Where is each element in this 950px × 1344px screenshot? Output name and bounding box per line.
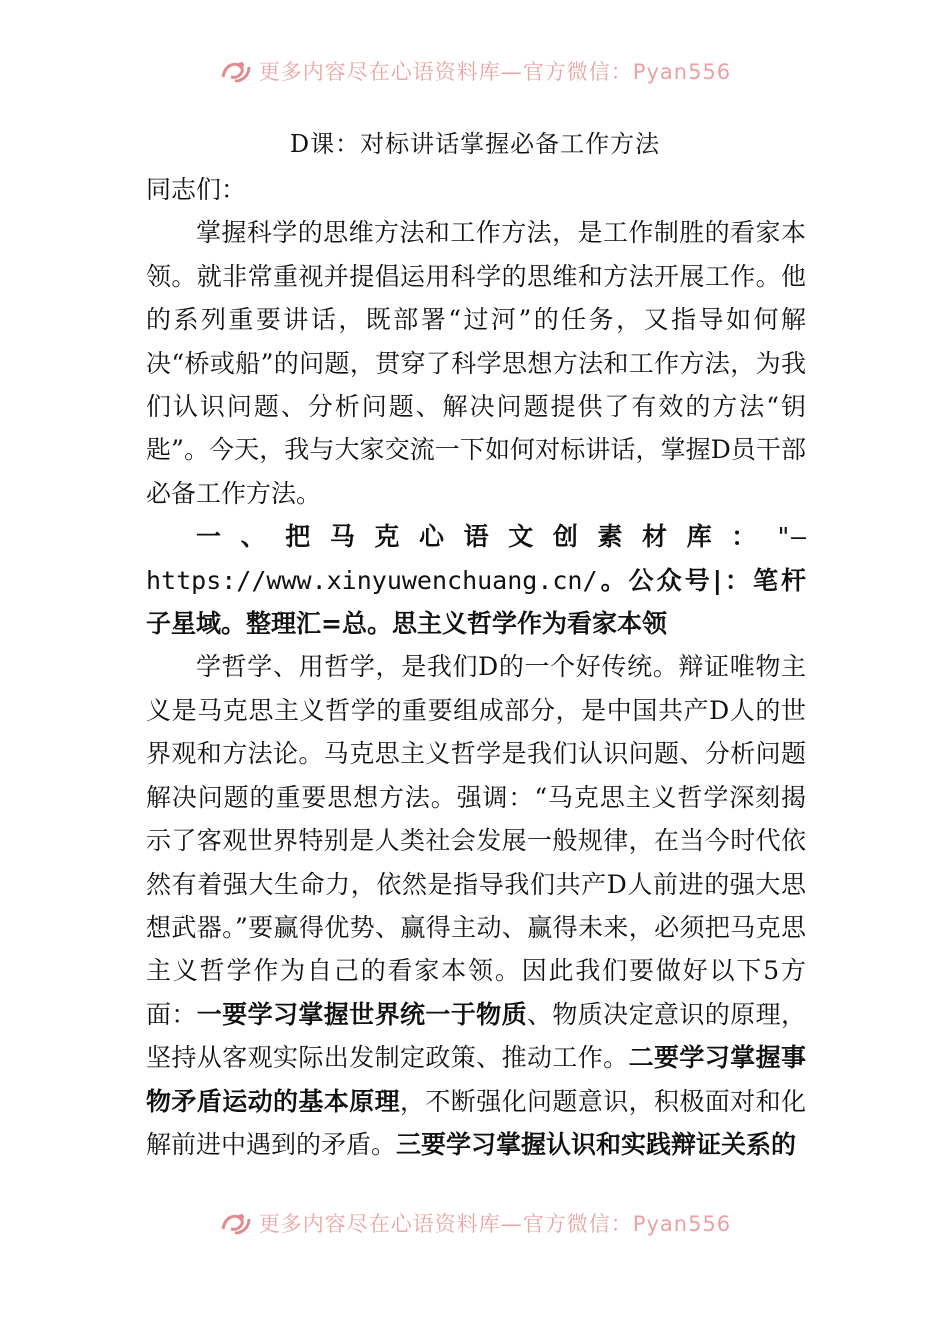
brand-logo-icon bbox=[219, 1209, 253, 1237]
watermark-text: 更多内容尽在心语资料库—官方微信：Pyan556 bbox=[258, 60, 732, 84]
footer-watermark bbox=[0, 1206, 950, 1240]
salutation: 同志们： bbox=[146, 175, 247, 204]
document-body bbox=[146, 168, 806, 1166]
watermark-text: 更多内容尽在心语资料库—官方微信：Pyan556 bbox=[258, 1212, 732, 1236]
paragraph-text: 、物质决定意识的原理，坚持从客观实际出发制定政策、推动工作。 bbox=[146, 999, 806, 1073]
brand-logo-icon bbox=[219, 57, 253, 85]
emphasis-point-2: 二要学习掌握事物矛盾运动的基本原理 bbox=[146, 1043, 806, 1116]
section-heading-1 bbox=[146, 515, 806, 645]
section-heading-prefix: 一、把马克心语文创素材库： bbox=[196, 522, 776, 552]
paragraph-philosophy bbox=[146, 645, 806, 1166]
section-heading-url: "—https://www.xinyuwenchuang.cn/ bbox=[146, 522, 806, 595]
emphasis-point-3: 三要学习掌握认识和实践辩证关系的 bbox=[396, 1129, 797, 1159]
emphasis-point-1: 一要学习掌握世界统一于物质 bbox=[196, 999, 527, 1029]
document-title: D课：对标讲话掌握必备工作方法 bbox=[289, 130, 661, 158]
paragraph-intro: 掌握科学的思维方法和工作方法，是工作制胜的看家本领。就非常重视并提倡运用科学的思维和方法开展工作。他的系列重要讲话，既部署“过河”的任务，又指导如何解决“桥或船”的问题，贯穿了科学思想方法和工作方法，为我们认识问题、分析问题、解决问题提供了有效的方法“钥匙”。今天，我与大家交流一下如何对标讲话，掌握D员干部必备工作方法。 bbox=[146, 218, 806, 508]
header-watermark bbox=[0, 54, 950, 88]
paragraph-text: 学哲学、用哲学，是我们D的一个好传统。辩证唯物主义是马克思主义哲学的重要组成部分，是中国共产D人的世界观和方法论。马克思主义哲学是我们认识问题、分析问题解决问题的重要思想方法。强调：“马克思主义哲学深刻揭示了客观世界特别是人类社会发展一般规律，在当今时代依然有着强大生命力，依然是指导我们共产D人前进的强大思想武器。”要赢得优势、赢得主动、赢得未来，必须把马克思主义哲学作为自己的看家本领。因此我们要做好以下5方面： bbox=[146, 652, 806, 1029]
paragraph-text: ，不断强化问题意识，积极面对和化解前进中遇到的矛盾。 bbox=[146, 1086, 806, 1159]
section-heading-rest: 。公众号|：笔杆子星域。整理汇=总。思主义哲学作为看家本领 bbox=[146, 565, 806, 639]
